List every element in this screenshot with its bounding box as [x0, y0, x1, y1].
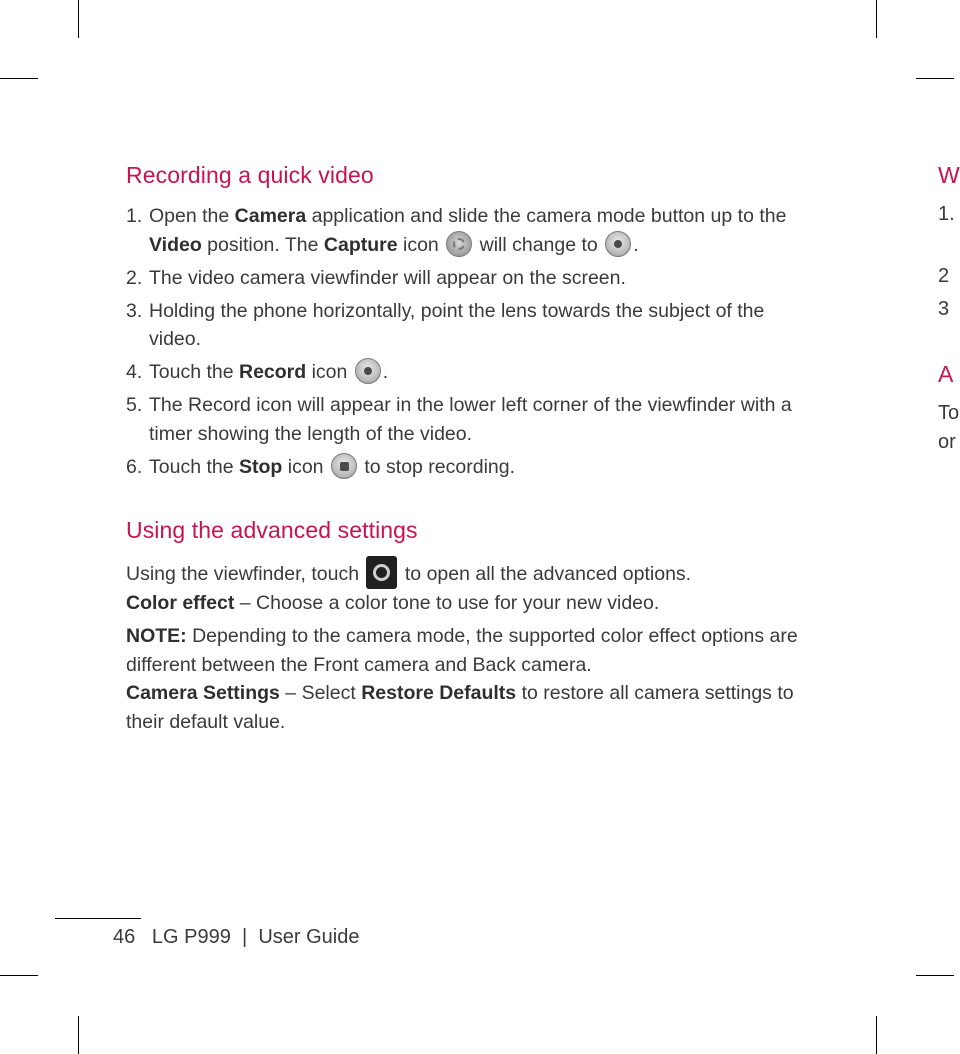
crop-mark-top-left-horizontal [0, 78, 38, 79]
section-heading-recording: Recording a quick video [126, 162, 374, 188]
step-6: 6. Touch the Stop icon to stop recording. [126, 453, 816, 482]
camera-term: Camera [234, 205, 307, 227]
footer-separator: | [242, 926, 248, 948]
note-label: NOTE: [126, 625, 187, 647]
settings-icon [366, 556, 397, 589]
stop-icon [331, 453, 357, 479]
section-heading-advanced-settings: Using the advanced settings [126, 517, 418, 543]
crop-mark-top-right-horizontal [916, 78, 954, 79]
capture-term: Capture [323, 233, 398, 256]
note-paragraph: NOTE: Depending to the camera mode, the supported color effect options are different between the Front camera and Back camera. [126, 625, 798, 676]
next-page-fragment: 1. [938, 203, 955, 225]
step-number: 5. [126, 394, 143, 416]
next-page-heading-fragment: A [938, 361, 954, 387]
next-page-heading-fragment: W [938, 162, 960, 188]
step-number: 3. [126, 299, 143, 322]
restore-defaults-term: Restore Defaults [361, 682, 517, 704]
next-page-fragment: 2 [938, 265, 950, 287]
record-icon [605, 231, 631, 257]
camera-settings-paragraph: Camera Settings – Select Restore Defaults to restore all camera settings to their default value. [126, 682, 794, 733]
record-icon [355, 358, 381, 384]
guide-title: User Guide [258, 926, 360, 948]
color-effect-term: Color effect [126, 592, 235, 614]
crop-mark-top-left-vertical [78, 0, 79, 38]
footer-rule [55, 918, 141, 919]
stop-term: Stop [238, 455, 283, 478]
next-page-fragment: 3 [938, 298, 950, 320]
step-number: 4. [126, 361, 143, 383]
camera-settings-term: Camera Settings [126, 682, 280, 704]
step-2: 2. The video camera viewfinder will appear on the screen. [126, 264, 816, 293]
crop-mark-top-right-vertical [876, 0, 877, 38]
crop-mark-bottom-right-vertical [876, 1016, 877, 1054]
recording-steps-list [126, 202, 816, 486]
video-term: Video [149, 233, 202, 256]
step-number: 2. [126, 266, 143, 289]
advanced-intro: Using the viewfinder, touch to open all the advanced options. [126, 556, 816, 589]
next-page-fragment: or [938, 431, 956, 453]
page-number: 46 [113, 926, 136, 948]
step-number: 6. [126, 455, 143, 478]
step-3: 3. Holding the phone horizontally, point the lens towards the subject of the video. [126, 297, 816, 354]
color-effect-paragraph: Color effect – Choose a color tone to use for your new video. [126, 592, 660, 614]
product-name: LG P999 [151, 926, 231, 948]
crop-mark-bottom-right-horizontal [916, 975, 954, 976]
step-number: 1. [126, 205, 143, 227]
step-5: 5. The Record icon will appear in the lower left corner of the viewfinder with a timer showing the length of the video. [126, 391, 816, 448]
record-term: Record [238, 361, 307, 383]
page-footer [113, 926, 359, 949]
capture-icon [446, 231, 472, 257]
crop-mark-bottom-left-horizontal [0, 975, 38, 976]
step-1: 1. Open the Camera application and slide the camera mode button up to the Video position. The Capture icon will change to . [126, 202, 816, 259]
step-4: 4. Touch the Record icon . [126, 358, 816, 387]
crop-mark-bottom-left-vertical [78, 1016, 79, 1054]
next-page-fragment: To [938, 402, 960, 424]
